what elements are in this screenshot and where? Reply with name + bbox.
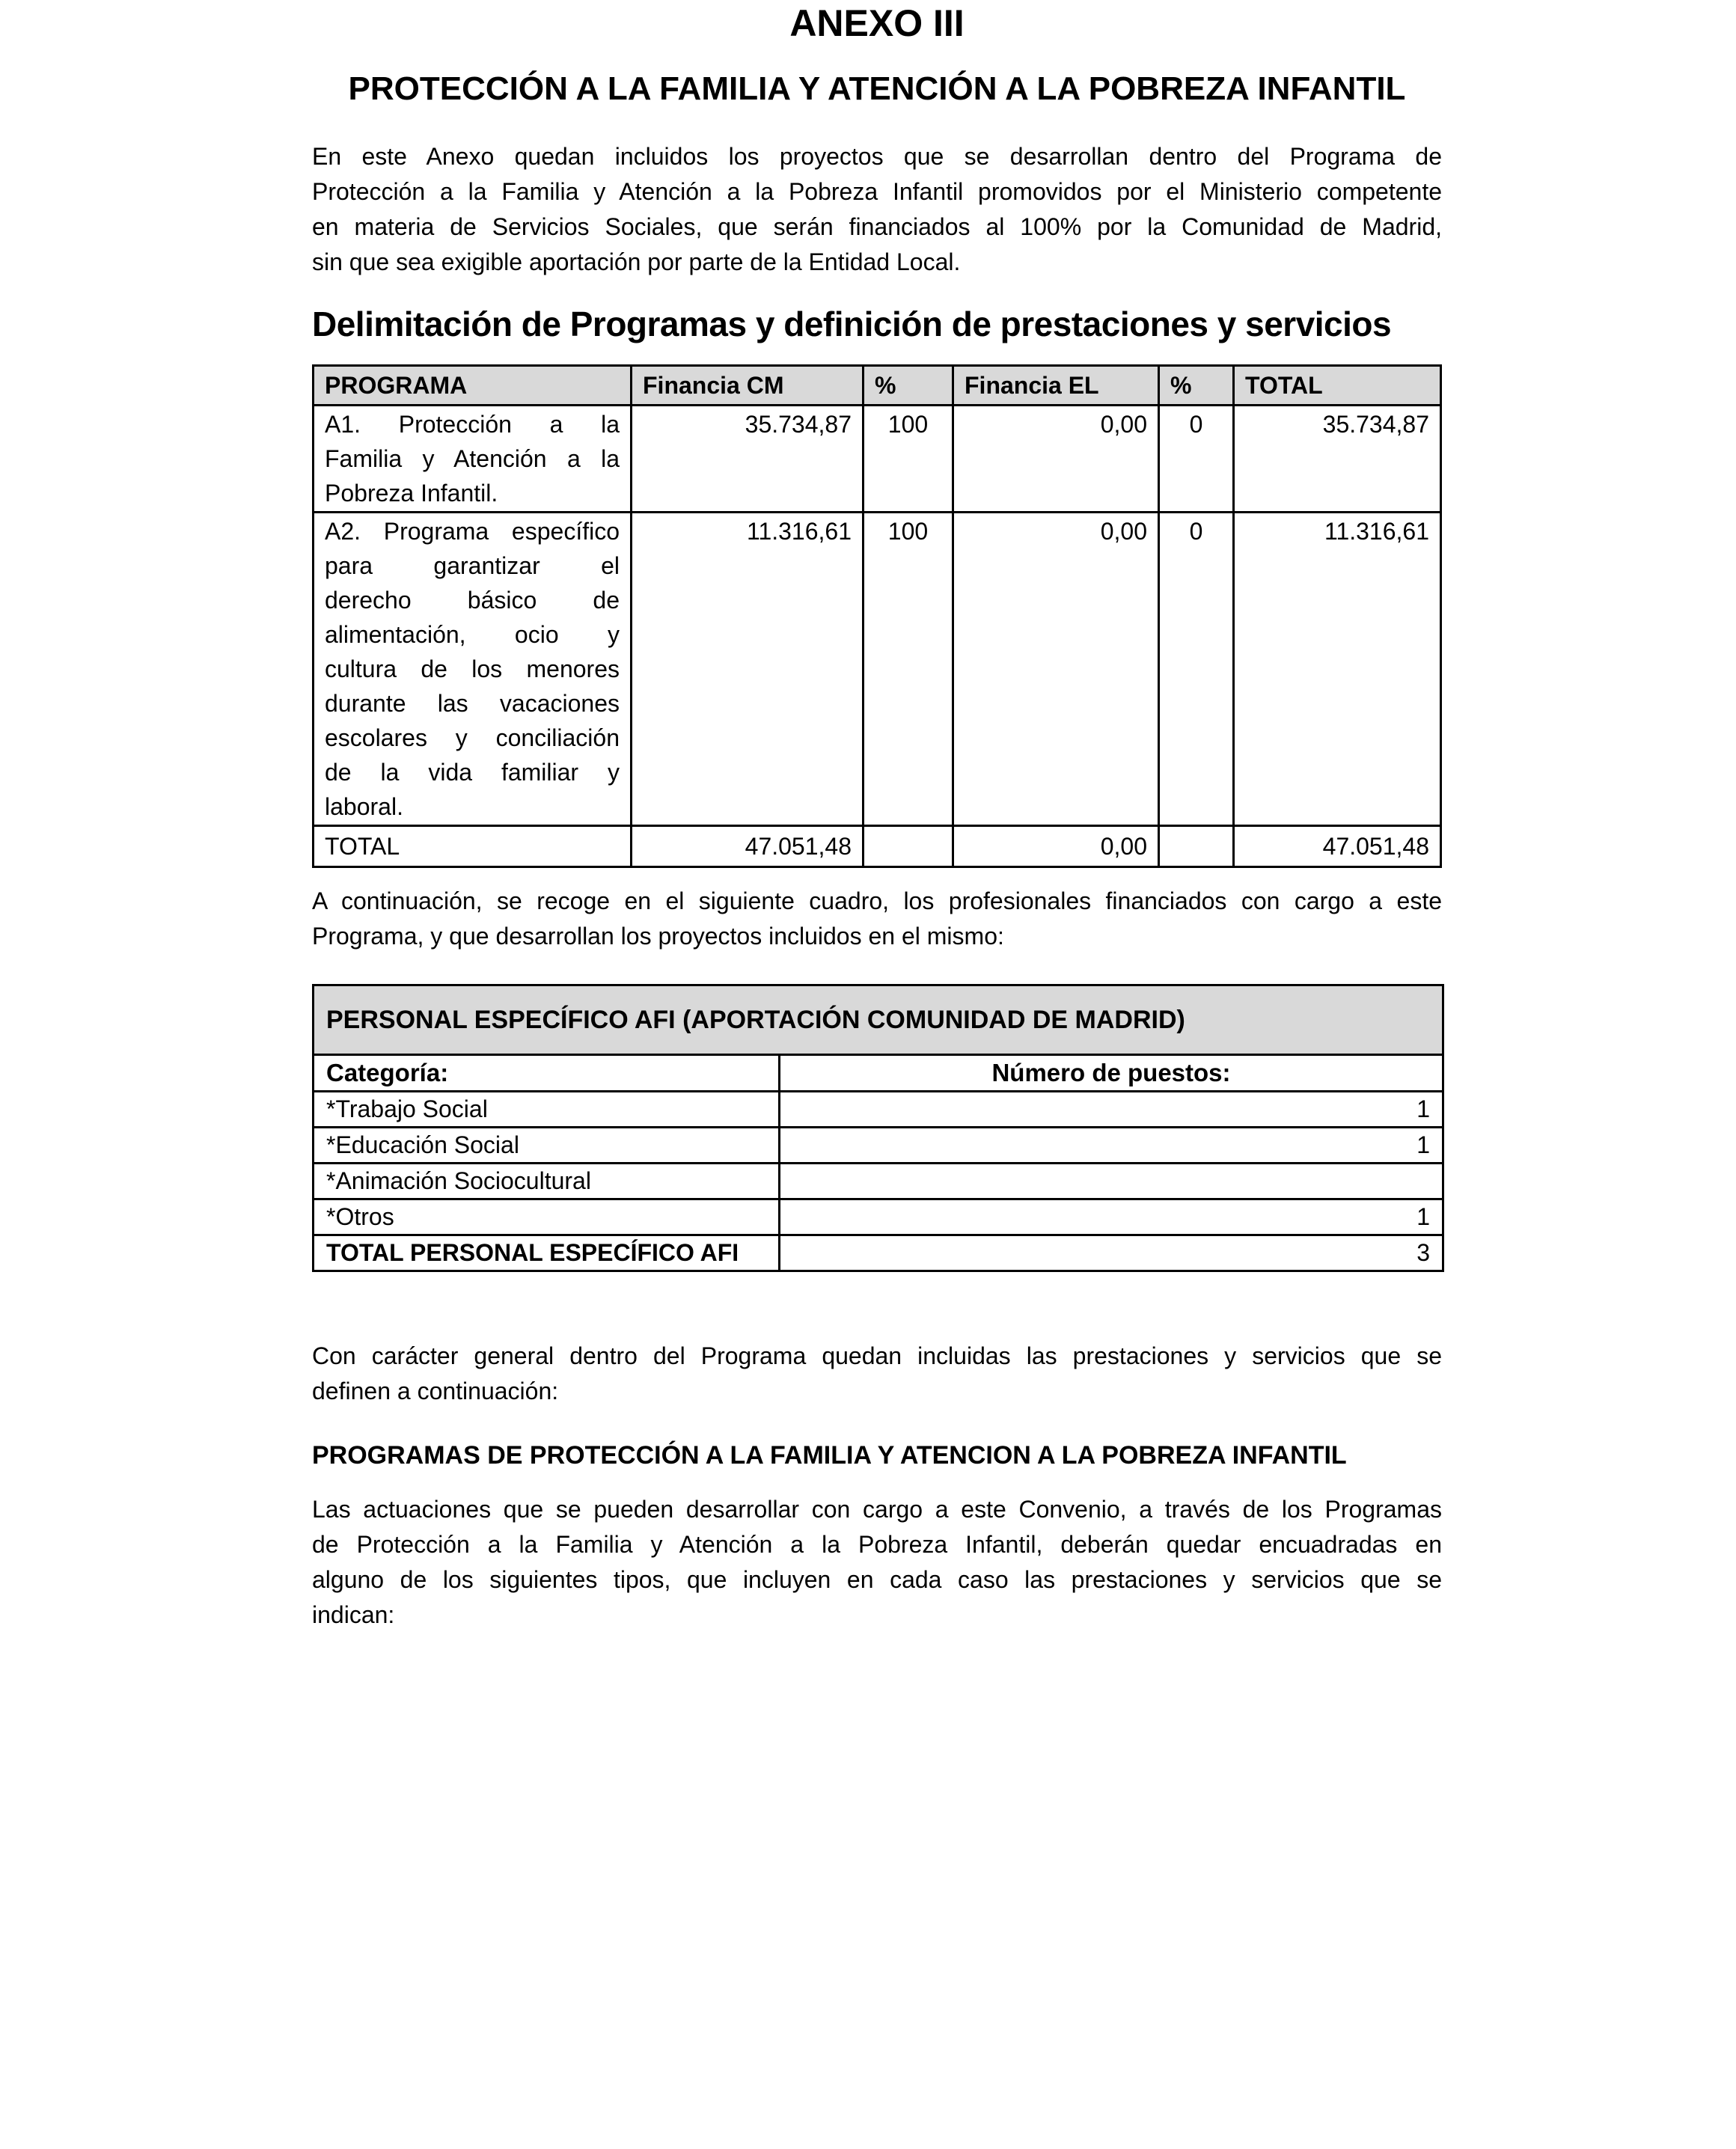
text-line: Las actuaciones que se pueden desarrollar con cargo a este Convenio, a través de los Programas bbox=[312, 1496, 1442, 1523]
col-header-total: TOTAL bbox=[1234, 366, 1441, 406]
col-header-categoria: Categoría: bbox=[314, 1055, 780, 1092]
programa-cell bbox=[314, 406, 632, 513]
col-header-programa: PROGRAMA bbox=[314, 366, 632, 406]
text-line: laboral. bbox=[325, 793, 403, 820]
col-header-financia-el: Financia EL bbox=[953, 366, 1159, 406]
pct-el-cell: 0 bbox=[1159, 406, 1234, 513]
total-personal-value: 3 bbox=[780, 1235, 1443, 1271]
page-title: ANEXO III bbox=[789, 2, 965, 44]
personnel-table-wrapper bbox=[312, 984, 1442, 1272]
table-row-total-personal bbox=[314, 1235, 1443, 1271]
text-line: cultura de los menores bbox=[325, 655, 620, 682]
col-header-financia-cm: Financia CM bbox=[632, 366, 864, 406]
programs-table bbox=[312, 364, 1442, 868]
text-line: alimentación, ocio y bbox=[325, 621, 620, 648]
text-line: para garantizar el bbox=[325, 552, 620, 579]
total-cell: 35.734,87 bbox=[1234, 406, 1441, 513]
personnel-table-title: PERSONAL ESPECÍFICO AFI (APORTACIÓN COMUNIDAD DE MADRID) bbox=[314, 985, 1443, 1055]
text-line: A2. Programa específico bbox=[325, 518, 620, 545]
professionals-paragraph bbox=[312, 884, 1442, 954]
table-row-animacion-sociocultural bbox=[314, 1164, 1443, 1199]
col-header-pct-cm: % bbox=[864, 366, 953, 406]
text-line: de la vida familiar y bbox=[325, 759, 620, 786]
financia-cm-total-cell: 47.051,48 bbox=[632, 826, 864, 867]
financia-el-cell: 0,00 bbox=[953, 513, 1159, 826]
programas-heading: PROGRAMAS DE PROTECCIÓN A LA FAMILIA Y ATENCION A LA POBREZA INFANTIL bbox=[312, 1441, 1347, 1470]
col-header-num-puestos: Número de puestos: bbox=[780, 1055, 1443, 1092]
puestos-cell: 1 bbox=[780, 1092, 1443, 1128]
pct-cm-cell: 100 bbox=[864, 513, 953, 826]
text-line: Con carácter general dentro del Programa quedan incluidas las prestaciones y servicios que se bbox=[312, 1342, 1442, 1369]
personnel-table bbox=[312, 984, 1444, 1272]
text-line: A1. Protección a la bbox=[325, 411, 620, 438]
financia-el-cell: 0,00 bbox=[953, 406, 1159, 513]
total-cell: 11.316,61 bbox=[1234, 513, 1441, 826]
col-header-pct-el: % bbox=[1159, 366, 1234, 406]
financia-cm-cell: 11.316,61 bbox=[632, 513, 864, 826]
text-line: A continuación, se recoge en el siguiente cuadro, los profesionales financiados con cargo a este bbox=[312, 887, 1442, 914]
table-row-a1 bbox=[314, 406, 1441, 513]
text-line: Programa, y que desarrollan los proyectos incluidos en el mismo: bbox=[312, 923, 1004, 950]
puestos-cell bbox=[780, 1164, 1443, 1199]
table-row-educacion-social bbox=[314, 1128, 1443, 1164]
financia-cm-cell: 35.734,87 bbox=[632, 406, 864, 513]
text-line: definen a continuación: bbox=[312, 1378, 559, 1404]
categoria-cell: *Otros bbox=[314, 1199, 780, 1235]
puestos-cell: 1 bbox=[780, 1128, 1443, 1164]
financia-el-total-cell: 0,00 bbox=[953, 826, 1159, 867]
pct-el-cell: 0 bbox=[1159, 513, 1234, 826]
text-line: derecho básico de bbox=[325, 587, 620, 614]
categoria-cell: *Animación Sociocultural bbox=[314, 1164, 780, 1199]
text-line: sin que sea exigible aportación por parte de la Entidad Local. bbox=[312, 248, 961, 275]
pct-cm-total-cell bbox=[864, 826, 953, 867]
document-content bbox=[312, 0, 1442, 2149]
text-line: indican: bbox=[312, 1601, 395, 1628]
programs-table-header-row bbox=[314, 366, 1441, 406]
text-line: Protección a la Familia y Atención a la Pobreza Infantil promovidos por el Ministerio competente bbox=[312, 178, 1442, 205]
categoria-cell: *Trabajo Social bbox=[314, 1092, 780, 1128]
pct-cm-cell: 100 bbox=[864, 406, 953, 513]
text-line: escolares y conciliación bbox=[325, 724, 620, 751]
programs-table-wrapper bbox=[312, 364, 1442, 868]
puestos-cell: 1 bbox=[780, 1199, 1443, 1235]
text-line: alguno de los siguientes tipos, que incluyen en cada caso las prestaciones y servicios que se bbox=[312, 1566, 1442, 1593]
intro-paragraph bbox=[312, 139, 1442, 280]
total-label-cell: TOTAL bbox=[314, 826, 632, 867]
personnel-table-header-row bbox=[314, 1055, 1443, 1092]
text-line: en materia de Servicios Sociales, que serán financiados al 100% por la Comunidad de Madrid, bbox=[312, 213, 1442, 240]
total-personal-label: TOTAL PERSONAL ESPECÍFICO AFI bbox=[314, 1235, 780, 1271]
text-line: En este Anexo quedan incluidos los proyectos que se desarrollan dentro del Programa de bbox=[312, 143, 1442, 170]
actuaciones-paragraph bbox=[312, 1492, 1442, 1633]
text-line: de Protección a la Familia y Atención a la Pobreza Infantil, deberán quedar encuadradas en bbox=[312, 1531, 1442, 1558]
table-row-total bbox=[314, 826, 1441, 867]
programa-cell bbox=[314, 513, 632, 826]
section-heading: Delimitación de Programas y definición de prestaciones y servicios bbox=[312, 305, 1392, 343]
page-subtitle: PROTECCIÓN A LA FAMILIA Y ATENCIÓN A LA POBREZA INFANTIL bbox=[348, 70, 1406, 107]
table-row-otros bbox=[314, 1199, 1443, 1235]
categoria-cell: *Educación Social bbox=[314, 1128, 780, 1164]
table-row-a2 bbox=[314, 513, 1441, 826]
table-row-trabajo-social bbox=[314, 1092, 1443, 1128]
text-line: Familia y Atención a la bbox=[325, 445, 620, 472]
grand-total-cell: 47.051,48 bbox=[1234, 826, 1441, 867]
text-line: Pobreza Infantil. bbox=[325, 480, 498, 507]
text-line: durante las vacaciones bbox=[325, 690, 620, 717]
general-paragraph bbox=[312, 1339, 1442, 1409]
pct-el-total-cell bbox=[1159, 826, 1234, 867]
personnel-table-title-row bbox=[314, 985, 1443, 1055]
